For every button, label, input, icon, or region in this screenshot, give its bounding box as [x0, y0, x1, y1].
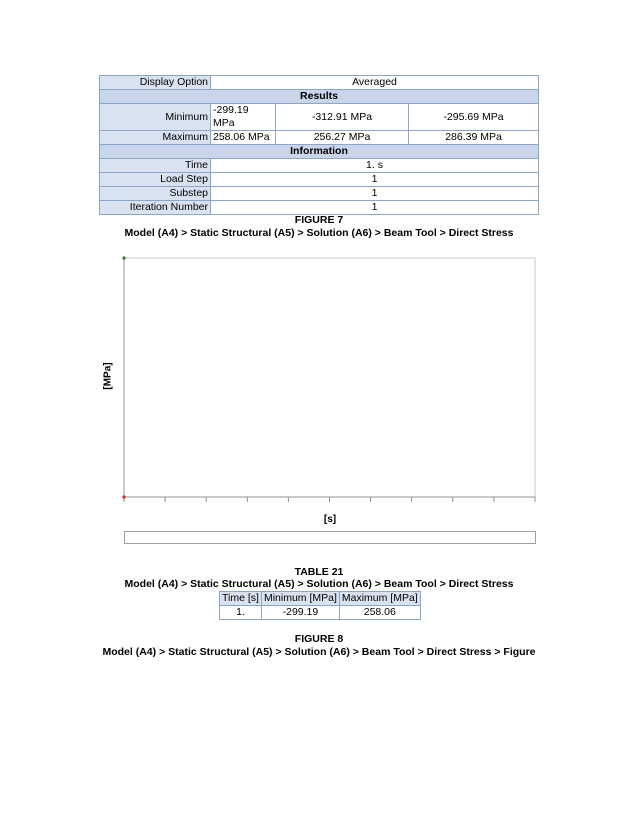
row-label: Maximum — [100, 131, 211, 145]
column-header: Minimum [MPa] — [261, 592, 339, 606]
figure-number: FIGURE 7 — [294, 214, 344, 226]
table-number: TABLE 21 — [294, 566, 344, 578]
results-table — [219, 591, 421, 620]
figure-number: FIGURE 8 — [294, 633, 344, 645]
cell: 286.39 MPa — [409, 131, 539, 145]
column-header: Time [s] — [220, 592, 262, 606]
cell: -299.19 — [261, 606, 339, 620]
cell: 256.27 MPa — [276, 131, 409, 145]
cell: 1. — [220, 606, 262, 620]
column-header: Maximum [MPa] — [339, 592, 420, 606]
table-header-row — [220, 592, 421, 606]
row-value: 1 — [211, 187, 539, 201]
section-header: Information — [100, 145, 539, 159]
y-axis-label: [MPa] — [102, 362, 114, 390]
x-axis-label: [s] — [323, 514, 337, 525]
cell: 258.06 MPa — [211, 131, 276, 145]
row-value: 1 — [211, 173, 539, 187]
cell: 258.06 — [339, 606, 420, 620]
plot-frame — [124, 258, 535, 497]
plot-area — [122, 256, 535, 502]
figure-caption: Model (A4) > Static Structural (A5) > Solution (A6) > Beam Tool > Direct Stress > Figure — [102, 646, 536, 658]
table-caption: Model (A4) > Static Structural (A5) > Solution (A6) > Beam Tool > Direct Stress — [124, 578, 514, 590]
chart-legend-box — [124, 531, 536, 544]
table-row — [220, 606, 421, 620]
row-label: Substep — [100, 187, 211, 201]
data-point-1 — [122, 495, 125, 498]
row-value: 1. s — [211, 159, 539, 173]
cell: -312.91 MPa — [276, 104, 409, 131]
section-header: Results — [100, 90, 539, 104]
row-value: 1 — [211, 201, 539, 215]
cell: -299.19 MPa — [211, 104, 276, 131]
row-label: Minimum — [100, 104, 211, 131]
row-label: Display Option — [100, 76, 211, 90]
row-label: Time — [100, 159, 211, 173]
cell: -295.69 MPa — [409, 104, 539, 131]
row-label: Iteration Number — [100, 201, 211, 215]
row-label: Load Step — [100, 173, 211, 187]
row-value: Averaged — [211, 76, 539, 90]
figure-caption: Model (A4) > Static Structural (A5) > Solution (A6) > Beam Tool > Direct Stress — [124, 227, 514, 239]
data-point-0 — [122, 256, 125, 259]
